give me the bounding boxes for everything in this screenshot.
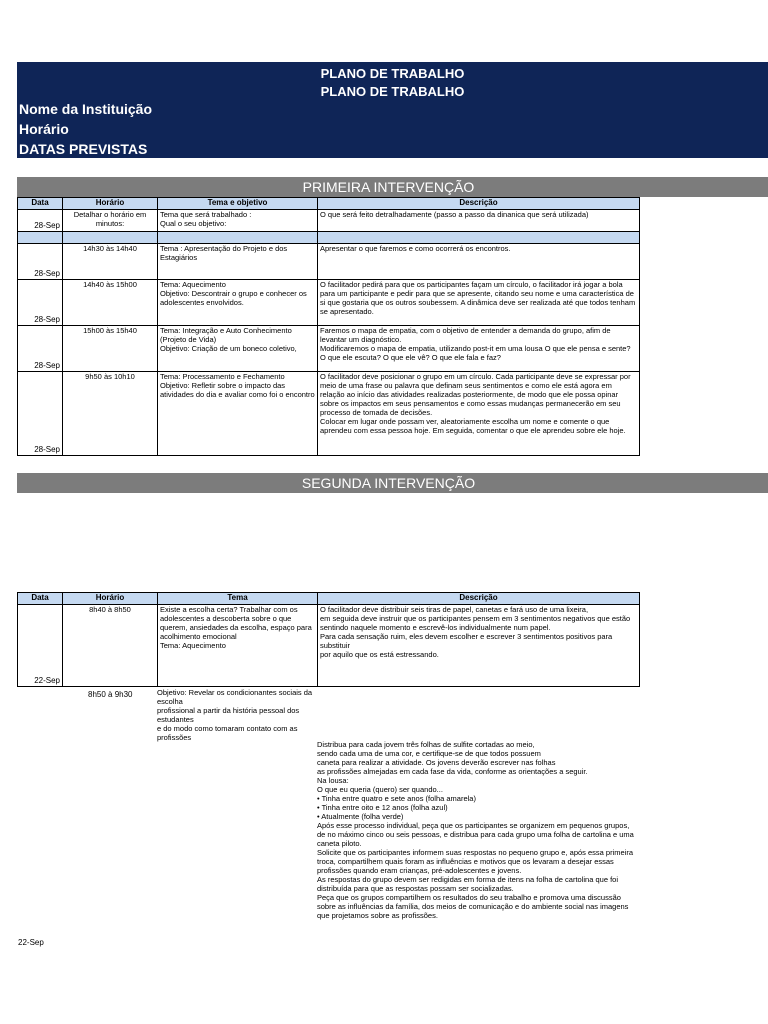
col-theme: Tema (158, 593, 318, 605)
row-theme: Objetivo: Revelar os condicionantes sociais da escolha profissional a partir da história pessoal dos estudantes e do modo como tomaram contato com as profissões (157, 688, 313, 742)
row-theme: Existe a escolha certa? Trabalhar com os adolescentes a descoberta sobre o que querem, ansiedades da escolha, espaço para acolhimento emocional Tema: Aquecimento (158, 605, 318, 687)
section2-table (17, 592, 640, 687)
row-time: 14h40 às 15h00 (63, 280, 158, 326)
row-date: 28-Sep (18, 326, 63, 372)
row-date: 22-Sep (18, 605, 63, 687)
table-row-intro (18, 210, 640, 232)
row-time: 8h40 à 8h50 (63, 605, 158, 687)
row-description: O que será feito detralhadamente (passo a passo da dinanica que será utilizada) (318, 210, 640, 232)
row-description: O facilitador deve distribuir seis tiras de papel, canetas e fará uso de uma lixeira, em seguida deve instruir que os participantes pensem em 3 sentimentos negativos que estão sentindo naquele momento e escrevê-los individualmente num papel. Para cada sensação ruim, eles devem escolher e escrever 3 sentimentos positivos para substituir por aquilo que os está estressando. (318, 605, 640, 687)
page-subtitle: PLANO DE TRABALHO (320, 84, 465, 99)
row-theme: Tema : Apresentação do Projeto e dos Estagiários (158, 244, 318, 280)
row-time: 8h50 à 9h30 (88, 690, 133, 699)
row-theme: Tema: Aquecimento Objetivo: Descontrair o grupo e conhecer os adolescentes envolvidos. (158, 280, 318, 326)
col-theme: Tema e objetivo (158, 198, 318, 210)
row-time: 14h30 às 14h40 (63, 244, 158, 280)
row-theme: Tema que será trabalhado : Qual o seu objetivo: (158, 210, 318, 232)
row-time: 9h50 às 10h10 (63, 372, 158, 456)
table-row (18, 244, 640, 280)
table-header-row (18, 198, 640, 210)
row-description: Faremos o mapa de empatia, com o objetivo de entender a demanda do grupo, afim de levantar um diagnóstico. Modificaremos o mapa de empatia, utilizando post-it em uma lousa O que ele pensa e sente? O que ele escuta? O que ele vê? O que ele fala e faz? (318, 326, 640, 372)
row-time: 15h00 às 15h40 (63, 326, 158, 372)
institution-label: Nome da Instituição (19, 101, 153, 117)
row-date: 22-Sep (18, 938, 44, 947)
section1-title-band (17, 177, 768, 197)
row-description: O facilitador deve posicionar o grupo em um círculo. Cada participante deve se expressar por meio de uma frase ou palavra que definam seus sentimentos e como ele está agora em relação ao início das atividades realizadas posteriormente, de modo que ele possa opinar sobre os impactos em seus pensamentos e como essas mudanças permanecerão em seu processo de tomada de decisões. Colocar em lugar onde possam ver, aleatoriamente escolha um nome e comente o que aprendeu com essa pessoa hoje. Em seguida, comentar o que ele aprendeu sobre ele hoje. (318, 372, 640, 456)
row-description: O facilitador pedirá para que os participantes façam um círculo, o facilitador irá jogar a bola para um participante e pedir para que se apresente, citando seu nome e uma característica de si que gostaria que os outros soubessem. A dinâmica deve ser realizada até que todos tenham se apresentado. (318, 280, 640, 326)
row-theme: Tema: Integração e Auto Conhecimento (Projeto de Vida) Objetivo: Criação de um boneco coletivo, (158, 326, 318, 372)
table-row (18, 326, 640, 372)
row-description: Apresentar o que faremos e como ocorrerá os encontros. (318, 244, 640, 280)
row-date: 28-Sep (18, 372, 63, 456)
section2-title-band (17, 473, 768, 493)
col-description: Descrição (318, 593, 640, 605)
section2-title: SEGUNDA INTERVENÇÃO (301, 475, 476, 491)
row-time: Detalhar o horário em minutos: (63, 210, 158, 232)
dates-label: DATAS PREVISTAS (19, 141, 148, 157)
row-date: 28-Sep (18, 210, 63, 232)
schedule-label: Horário (19, 121, 69, 137)
col-date: Data (18, 593, 63, 605)
document-header (17, 62, 768, 158)
col-description: Descrição (318, 198, 640, 210)
section1-title: PRIMEIRA INTERVENÇÃO (302, 179, 475, 195)
table-spacer-row (18, 232, 640, 244)
col-date: Data (18, 198, 63, 210)
page-title: PLANO DE TRABALHO (320, 66, 465, 81)
table-row (18, 372, 640, 456)
row-date: 28-Sep (18, 244, 63, 280)
table-row (18, 605, 640, 687)
table-header-row (18, 593, 640, 605)
row-description: Distribua para cada jovem três folhas de sulfite cortadas ao meio, sendo cada uma de uma cor, e certifique-se de que todos possuem caneta para realizar a atividade. Os jovens deverão escrever nas folhas as profissões almejadas em cada fase da vida, conforme as orientações a seguir. Na lousa: O que eu queria (quero) ser quando... • Tinha entre quatro e sete anos (folha amarela) • Tinha entre oito e 12 anos (folha azul) • Atualmente (folha verde) Após esse processo individual, peça que os participantes se organizem em pequenos grupos, de no máximo cinco ou seis pessoas, e distribua para cada grupo uma folha de cartolina e uma caneta piloto. Solicite que os participantes informem suas respostas no pequeno grupo e, após essa primeira troca, compartilhem quais foram as influências e motivos que os levaram a desejar essas profissões quando eram crianças, pré-adolescentes e jovens. As respostas do grupo devem ser redigidas em forma de itens na folha de cartolina que foi distribuída para que as respostas possam ser socializadas. Peça que os grupos compartilhem os resultados do seu trabalho e promova uma discussão sobre as influências da família, dos meios de comunicação e do ambiente social nas imagens que projetamos sobre as profissões. (317, 740, 634, 920)
table-row (18, 280, 640, 326)
col-time: Horário (63, 593, 158, 605)
col-time: Horário (63, 198, 158, 210)
row-date: 28-Sep (18, 280, 63, 326)
section1-table (17, 197, 640, 456)
row-theme: Tema: Processamento e Fechamento Objetivo: Refletir sobre o impacto das atividades do dia e avaliar como foi o encontro (158, 372, 318, 456)
